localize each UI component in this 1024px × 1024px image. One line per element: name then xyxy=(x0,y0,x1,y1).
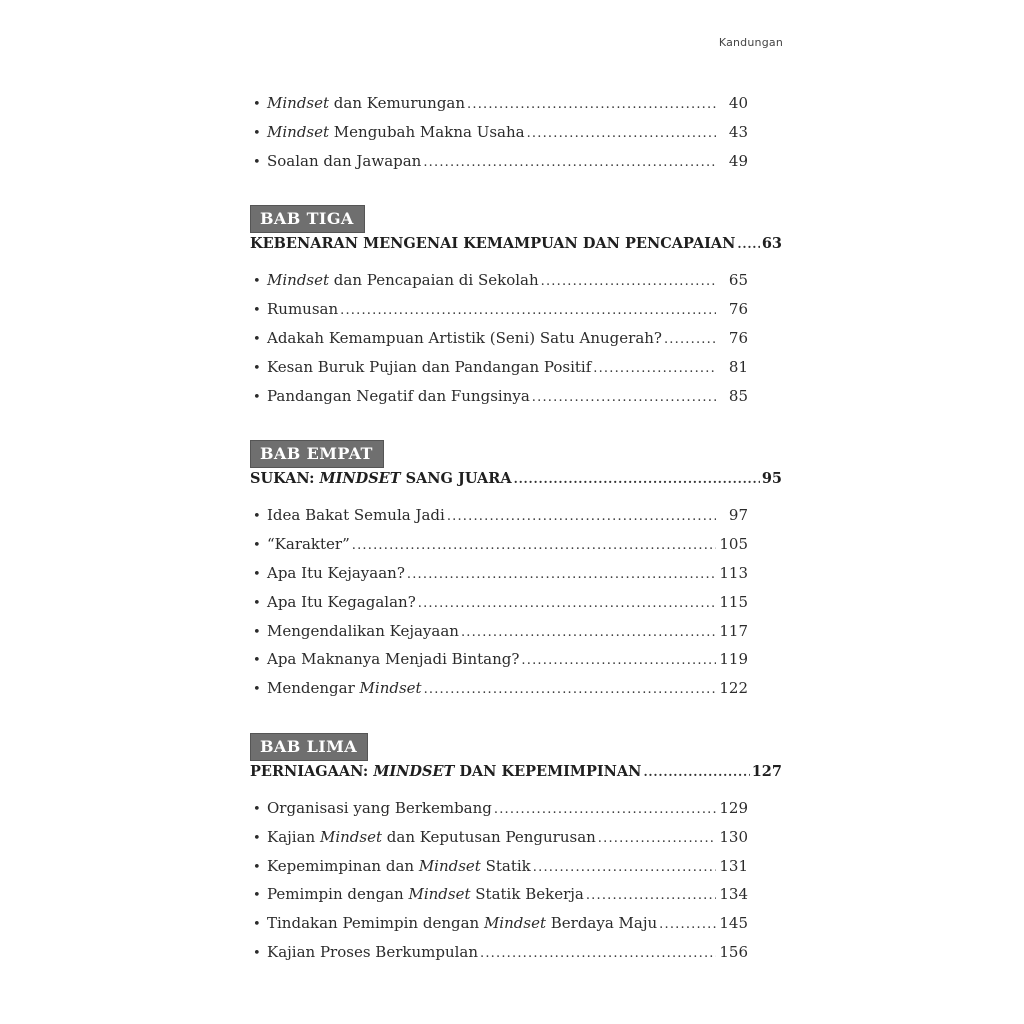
toc-entry xyxy=(250,828,782,857)
bullet-icon: • xyxy=(253,595,261,611)
bullet-icon: • xyxy=(253,303,261,319)
entry-title: Mindset Mengubah Makna Usaha xyxy=(267,122,525,141)
bullet-icon: • xyxy=(253,945,261,961)
bullet-icon: • xyxy=(253,125,261,141)
entry-title: Mendengar Mindset xyxy=(267,679,422,698)
dot-leader xyxy=(418,596,716,611)
dot-leader xyxy=(532,390,716,405)
toc-entry xyxy=(250,358,782,387)
entry-page-number: 119 xyxy=(719,650,748,669)
entry-page-number: 65 xyxy=(728,271,748,290)
entry-title: Soalan dan Jawapan xyxy=(267,151,422,170)
bullet-icon: • xyxy=(253,360,261,376)
dot-leader xyxy=(541,274,716,289)
entry-title: Idea Bakat Semula Jadi xyxy=(267,506,445,525)
dot-leader xyxy=(593,361,716,376)
entry-title: Pandangan Negatif dan Fungsinya xyxy=(267,386,530,405)
dot-leader xyxy=(737,237,759,251)
toc-entry xyxy=(250,94,782,123)
dot-leader xyxy=(447,509,716,524)
entry-page-number: 76 xyxy=(728,300,748,319)
entry-page-number: 130 xyxy=(719,827,748,846)
bullet-icon: • xyxy=(253,154,261,170)
entry-title: Mindset dan Pencapaian di Sekolah xyxy=(267,271,539,290)
toc-entry xyxy=(250,271,782,300)
entry-page-number: 134 xyxy=(719,885,748,904)
toc-entry xyxy=(250,943,782,972)
entry-page-number: 43 xyxy=(728,122,748,141)
dot-leader xyxy=(521,653,716,668)
chapter-page-number: 63 xyxy=(761,235,782,253)
bullet-icon: • xyxy=(253,389,261,405)
toc-entry xyxy=(250,799,782,828)
entry-page-number: 117 xyxy=(719,621,748,640)
dot-leader xyxy=(467,97,716,112)
entry-title: Apa Maknanya Menjadi Bintang? xyxy=(267,650,520,669)
entry-title: Organisasi yang Berkembang xyxy=(267,798,492,817)
entry-page-number: 81 xyxy=(728,357,748,376)
toc-entry xyxy=(250,387,782,416)
toc-entry xyxy=(250,593,782,622)
bullet-icon: • xyxy=(253,566,261,582)
toc-entry xyxy=(250,650,782,679)
running-header: Kandungan xyxy=(718,36,783,49)
chapter-label: BAB EMPAT xyxy=(250,440,384,468)
dot-leader xyxy=(424,682,716,697)
chapter-title: PERNIAGAAN: MINDSET DAN KEPEMIMPINAN ..... 127 xyxy=(250,763,782,787)
entry-page-number: 145 xyxy=(719,914,748,933)
bullet-icon: • xyxy=(253,97,261,112)
chapter-block xyxy=(250,733,782,972)
dot-leader xyxy=(514,472,760,486)
entry-title: “Karakter” xyxy=(267,535,350,554)
entry-page-number: 122 xyxy=(719,679,748,698)
entry-page-number: 129 xyxy=(719,798,748,817)
toc-entry xyxy=(250,914,782,943)
chapter-title: SUKAN: MINDSET SANG JUARA ..... 95 xyxy=(250,470,782,494)
entry-title: Mengendalikan Kejayaan xyxy=(267,621,459,640)
chapter-block xyxy=(250,440,782,708)
dot-leader xyxy=(340,303,716,318)
dot-leader xyxy=(494,802,716,817)
entry-page-number: 105 xyxy=(719,535,748,554)
toc-entry xyxy=(250,152,782,181)
entry-page-number: 131 xyxy=(719,856,748,875)
dot-leader xyxy=(659,917,716,932)
table-of-contents xyxy=(250,94,782,972)
entry-title: Apa Itu Kegagalan? xyxy=(267,592,416,611)
entry-page-number: 115 xyxy=(719,592,748,611)
dot-leader xyxy=(423,155,716,170)
entry-title: Kajian Mindset dan Keputusan Pengurusan xyxy=(267,827,596,846)
bullet-icon: • xyxy=(253,888,261,904)
bullet-icon: • xyxy=(253,624,261,640)
entry-page-number: 49 xyxy=(728,151,748,170)
chapter-label: BAB TIGA xyxy=(250,205,365,233)
dot-leader xyxy=(352,538,716,553)
dot-leader xyxy=(527,126,716,141)
entry-title: Tindakan Pemimpin dengan Mindset Berdaya Maju xyxy=(267,914,658,933)
bullet-icon: • xyxy=(253,682,261,698)
chapter-title: KEBENARAN MENGENAI KEMAMPUAN DAN PENCAPAIAN ..... 63 xyxy=(250,235,782,259)
bullet-icon: • xyxy=(253,653,261,669)
entry-title: Rumusan xyxy=(267,300,339,319)
bullet-icon: • xyxy=(253,509,261,525)
toc-entry xyxy=(250,123,782,152)
toc-entry xyxy=(250,885,782,914)
entry-title: Kesan Buruk Pujian dan Pandangan Positif xyxy=(267,357,592,376)
dot-leader xyxy=(664,332,716,347)
chapter-label: BAB LIMA xyxy=(250,733,368,761)
bullet-icon: • xyxy=(253,331,261,347)
chapter-page-number: 127 xyxy=(751,762,782,780)
dot-leader xyxy=(480,946,716,961)
toc-entry xyxy=(250,857,782,886)
bullet-icon: • xyxy=(253,274,261,290)
entry-page-number: 156 xyxy=(719,942,748,961)
entry-page-number: 76 xyxy=(728,328,748,347)
bullet-icon: • xyxy=(253,917,261,933)
toc-entry xyxy=(250,564,782,593)
entry-title: Pemimpin dengan Mindset Statik Bekerja xyxy=(267,885,584,904)
entry-title: Apa Itu Kejayaan? xyxy=(267,563,405,582)
entry-title: Mindset dan Kemurungan xyxy=(267,94,466,112)
entry-page-number: 40 xyxy=(728,94,748,112)
chapter-page-number: 95 xyxy=(761,470,782,488)
entry-page-number: 85 xyxy=(728,386,748,405)
dot-leader xyxy=(586,888,716,903)
bullet-icon: • xyxy=(253,830,261,846)
chapter-block xyxy=(250,205,782,415)
dot-leader xyxy=(461,625,716,640)
dot-leader xyxy=(407,567,716,582)
entry-title: Adakah Kemampuan Artistik (Seni) Satu Anugerah? xyxy=(267,328,662,347)
dot-leader xyxy=(643,765,749,779)
toc-entry xyxy=(250,329,782,358)
dot-leader xyxy=(533,860,716,875)
toc-entry xyxy=(250,622,782,651)
dot-leader xyxy=(598,831,716,846)
entry-title: Kepemimpinan dan Mindset Statik xyxy=(267,856,531,875)
toc-entry xyxy=(250,679,782,708)
bullet-icon: • xyxy=(253,801,261,817)
entry-page-number: 113 xyxy=(719,563,748,582)
bullet-icon: • xyxy=(253,538,261,554)
entry-title: Kajian Proses Berkumpulan xyxy=(267,942,479,961)
bullet-icon: • xyxy=(253,859,261,875)
toc-entry xyxy=(250,506,782,535)
toc-entry xyxy=(250,535,782,564)
entry-page-number: 97 xyxy=(728,506,748,525)
toc-entry xyxy=(250,300,782,329)
